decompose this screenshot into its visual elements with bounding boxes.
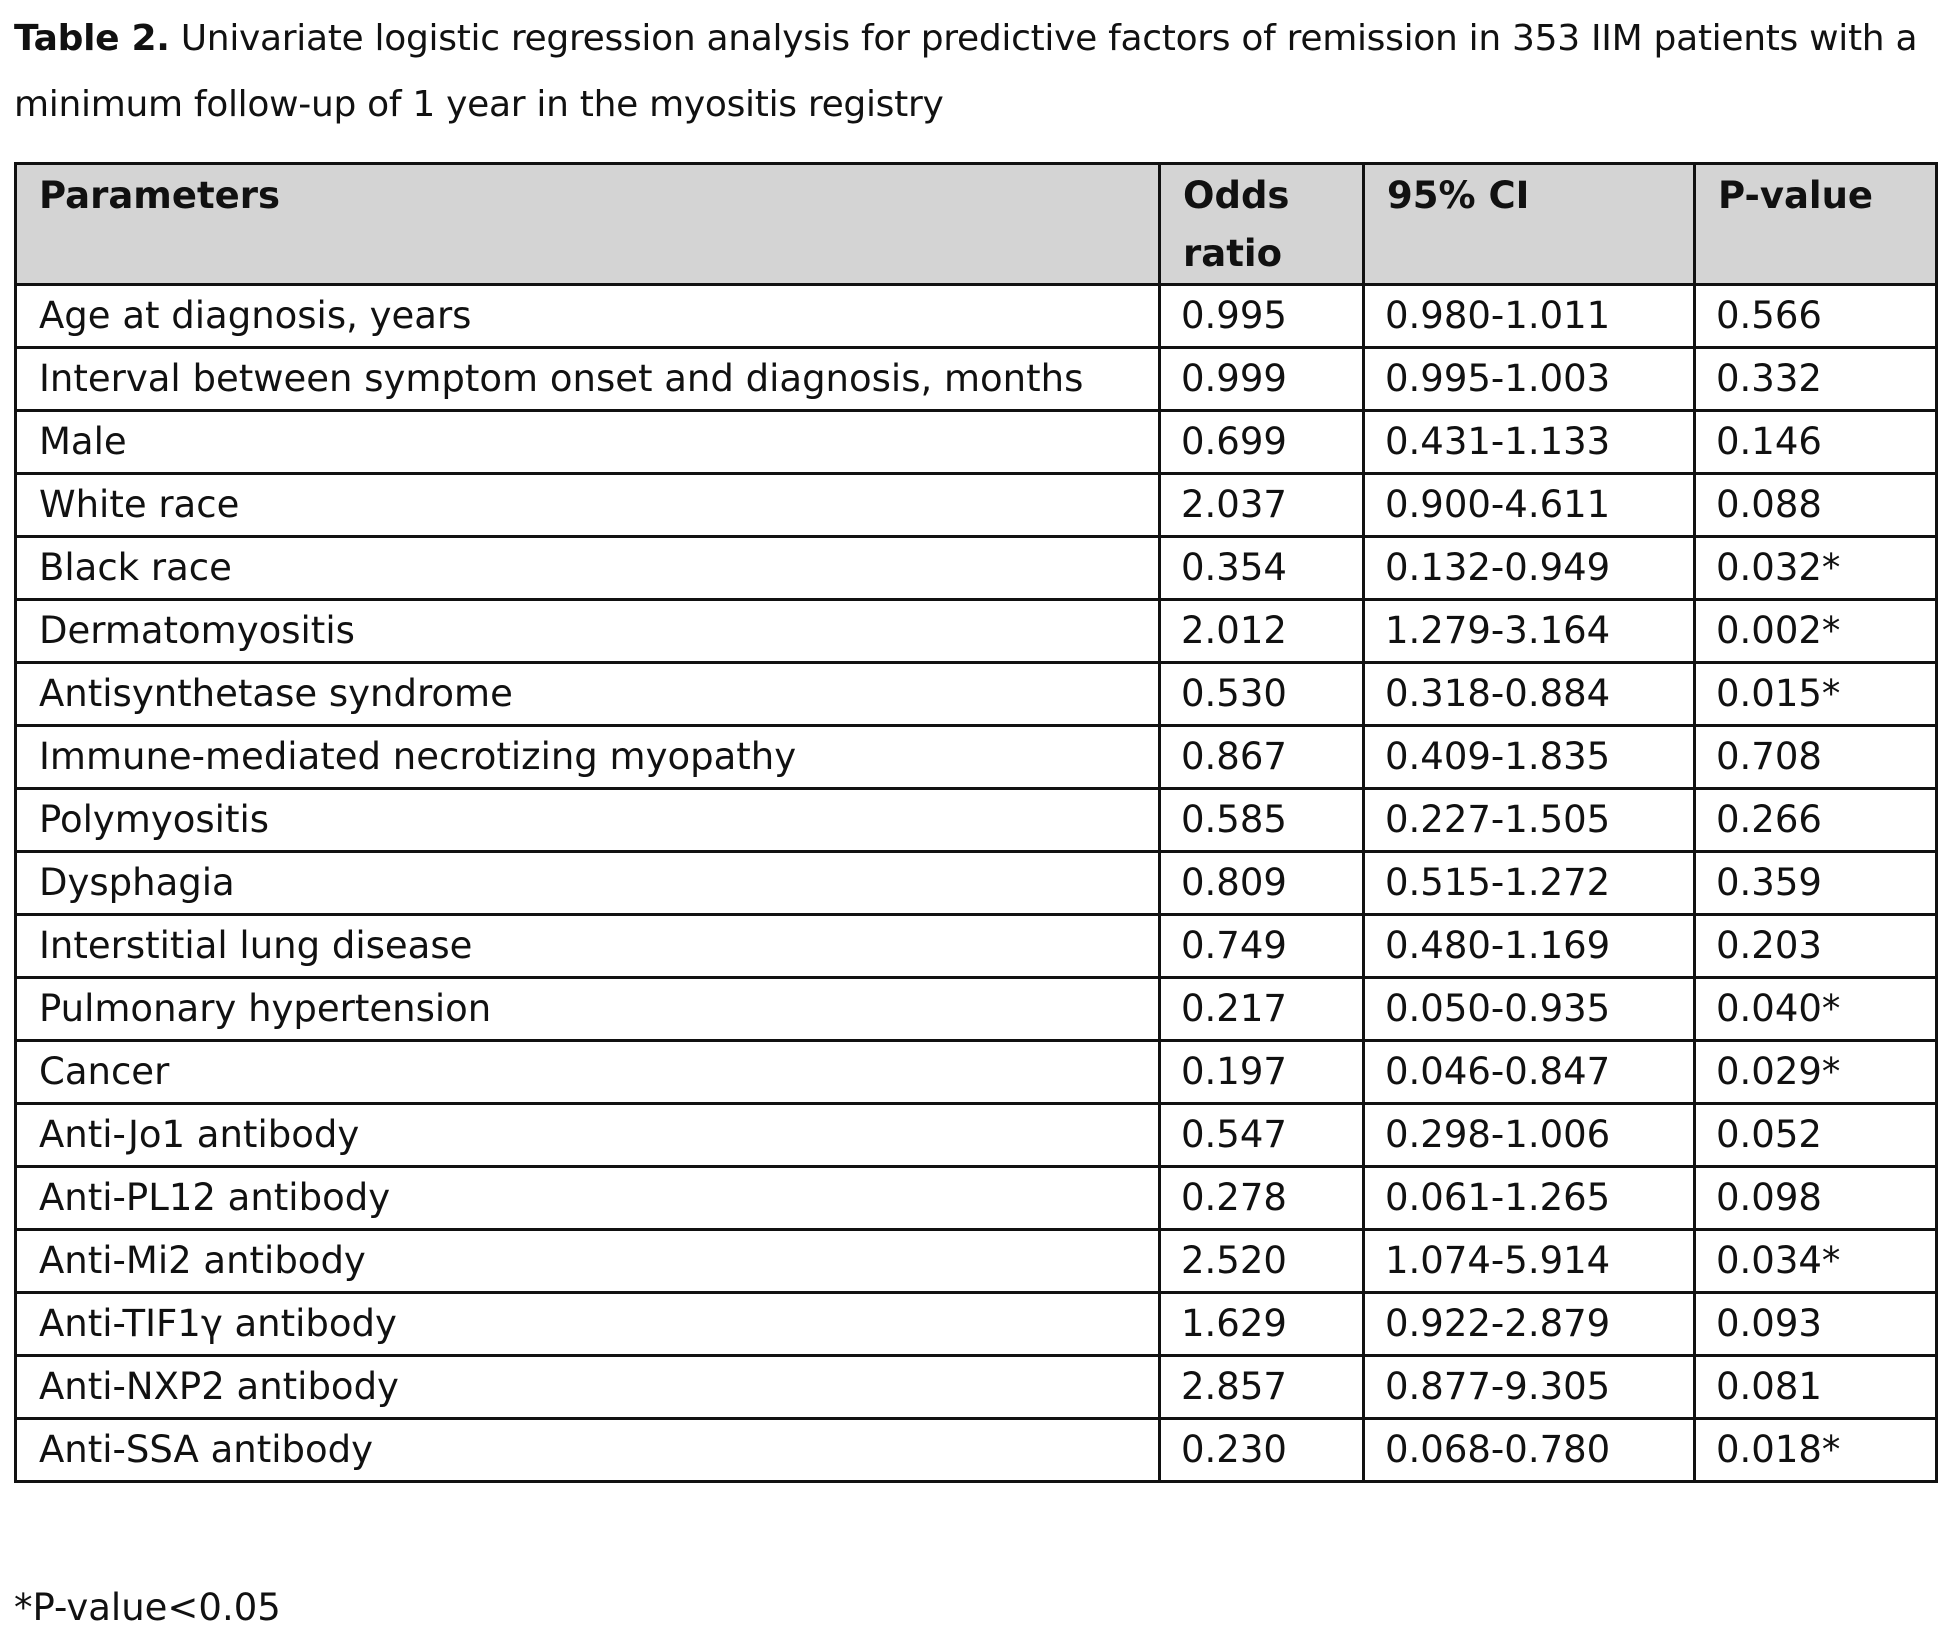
cell-p-value: 0.146 xyxy=(1695,411,1937,474)
cell-odds-ratio: 0.699 xyxy=(1160,411,1364,474)
header-parameters: Parameters xyxy=(16,164,1160,285)
cell-parameter: Dysphagia xyxy=(16,852,1160,915)
cell-ci: 0.318-0.884 xyxy=(1364,663,1695,726)
caption-label: Table 2. xyxy=(14,18,170,59)
table-row xyxy=(16,600,1937,663)
table-row xyxy=(16,285,1937,348)
table-row xyxy=(16,1419,1937,1482)
table-row xyxy=(16,348,1937,411)
cell-p-value: 0.098 xyxy=(1695,1167,1937,1230)
cell-odds-ratio: 2.857 xyxy=(1160,1356,1364,1419)
cell-p-value: 0.081 xyxy=(1695,1356,1937,1419)
cell-p-value: 0.018* xyxy=(1695,1419,1937,1482)
cell-p-value: 0.040* xyxy=(1695,978,1937,1041)
cell-odds-ratio: 0.547 xyxy=(1160,1104,1364,1167)
header-odds-ratio: Odds ratio xyxy=(1160,164,1364,285)
table-row xyxy=(16,474,1937,537)
cell-odds-ratio: 0.999 xyxy=(1160,348,1364,411)
cell-odds-ratio: 2.012 xyxy=(1160,600,1364,663)
table-row xyxy=(16,411,1937,474)
cell-ci: 0.132-0.949 xyxy=(1364,537,1695,600)
table-row xyxy=(16,1104,1937,1167)
cell-ci: 0.409-1.835 xyxy=(1364,726,1695,789)
cell-p-value: 0.002* xyxy=(1695,600,1937,663)
cell-ci: 0.995-1.003 xyxy=(1364,348,1695,411)
table-body xyxy=(16,285,1937,1482)
cell-odds-ratio: 0.867 xyxy=(1160,726,1364,789)
regression-table xyxy=(14,162,1938,1483)
table-row xyxy=(16,1041,1937,1104)
cell-odds-ratio: 0.230 xyxy=(1160,1419,1364,1482)
cell-ci: 1.279-3.164 xyxy=(1364,600,1695,663)
cell-ci: 0.431-1.133 xyxy=(1364,411,1695,474)
cell-p-value: 0.015* xyxy=(1695,663,1937,726)
cell-ci: 0.922-2.879 xyxy=(1364,1293,1695,1356)
cell-p-value: 0.708 xyxy=(1695,726,1937,789)
cell-odds-ratio: 0.217 xyxy=(1160,978,1364,1041)
cell-ci: 1.074-5.914 xyxy=(1364,1230,1695,1293)
cell-parameter: Dermatomyositis xyxy=(16,600,1160,663)
table-row xyxy=(16,726,1937,789)
cell-parameter: Anti-NXP2 antibody xyxy=(16,1356,1160,1419)
cell-odds-ratio: 0.197 xyxy=(1160,1041,1364,1104)
table-row xyxy=(16,537,1937,600)
cell-odds-ratio: 1.629 xyxy=(1160,1293,1364,1356)
table-row xyxy=(16,915,1937,978)
cell-parameter: Male xyxy=(16,411,1160,474)
header-p-value: P-value xyxy=(1695,164,1937,285)
cell-odds-ratio: 0.995 xyxy=(1160,285,1364,348)
cell-parameter: Anti-PL12 antibody xyxy=(16,1167,1160,1230)
cell-parameter: Age at diagnosis, years xyxy=(16,285,1160,348)
cell-ci: 0.515-1.272 xyxy=(1364,852,1695,915)
caption-text: Univariate logistic regression analysis for predictive factors of remission in 353 IIM patients with a minimum follow-up of 1 year in the myositis registry xyxy=(14,18,1918,125)
cell-parameter: Immune-mediated necrotizing myopathy xyxy=(16,726,1160,789)
cell-ci: 0.877-9.305 xyxy=(1364,1356,1695,1419)
cell-ci: 0.227-1.505 xyxy=(1364,789,1695,852)
cell-ci: 0.068-0.780 xyxy=(1364,1419,1695,1482)
table-row xyxy=(16,978,1937,1041)
cell-odds-ratio: 0.530 xyxy=(1160,663,1364,726)
table-caption xyxy=(14,6,1939,138)
cell-ci: 0.046-0.847 xyxy=(1364,1041,1695,1104)
cell-p-value: 0.203 xyxy=(1695,915,1937,978)
table-row xyxy=(16,663,1937,726)
table-row xyxy=(16,1293,1937,1356)
cell-ci: 0.980-1.011 xyxy=(1364,285,1695,348)
cell-odds-ratio: 0.278 xyxy=(1160,1167,1364,1230)
cell-p-value: 0.032* xyxy=(1695,537,1937,600)
cell-ci: 0.050-0.935 xyxy=(1364,978,1695,1041)
cell-odds-ratio: 2.037 xyxy=(1160,474,1364,537)
cell-p-value: 0.034* xyxy=(1695,1230,1937,1293)
header-ci: 95% CI xyxy=(1364,164,1695,285)
cell-parameter: Anti-Mi2 antibody xyxy=(16,1230,1160,1293)
cell-parameter: Anti-Jo1 antibody xyxy=(16,1104,1160,1167)
cell-odds-ratio: 2.520 xyxy=(1160,1230,1364,1293)
table-row xyxy=(16,1356,1937,1419)
cell-parameter: Antisynthetase syndrome xyxy=(16,663,1160,726)
cell-p-value: 0.566 xyxy=(1695,285,1937,348)
table-row xyxy=(16,1230,1937,1293)
cell-ci: 0.480-1.169 xyxy=(1364,915,1695,978)
table-row xyxy=(16,789,1937,852)
table-row xyxy=(16,852,1937,915)
cell-ci: 0.061-1.265 xyxy=(1364,1167,1695,1230)
cell-p-value: 0.052 xyxy=(1695,1104,1937,1167)
cell-p-value: 0.332 xyxy=(1695,348,1937,411)
cell-p-value: 0.088 xyxy=(1695,474,1937,537)
table-row xyxy=(16,1167,1937,1230)
cell-p-value: 0.093 xyxy=(1695,1293,1937,1356)
cell-parameter: Black race xyxy=(16,537,1160,600)
cell-parameter: White race xyxy=(16,474,1160,537)
cell-odds-ratio: 0.585 xyxy=(1160,789,1364,852)
cell-p-value: 0.029* xyxy=(1695,1041,1937,1104)
footnote: *P-value<0.05 xyxy=(14,1586,281,1629)
cell-parameter: Anti-TIF1γ antibody xyxy=(16,1293,1160,1356)
cell-odds-ratio: 0.749 xyxy=(1160,915,1364,978)
cell-odds-ratio: 0.354 xyxy=(1160,537,1364,600)
cell-odds-ratio: 0.809 xyxy=(1160,852,1364,915)
cell-ci: 0.900-4.611 xyxy=(1364,474,1695,537)
cell-parameter: Interstitial lung disease xyxy=(16,915,1160,978)
cell-parameter: Interval between symptom onset and diagnosis, months xyxy=(16,348,1160,411)
header-row xyxy=(16,164,1937,285)
cell-parameter: Cancer xyxy=(16,1041,1160,1104)
cell-parameter: Pulmonary hypertension xyxy=(16,978,1160,1041)
cell-parameter: Anti-SSA antibody xyxy=(16,1419,1160,1482)
cell-ci: 0.298-1.006 xyxy=(1364,1104,1695,1167)
cell-parameter: Polymyositis xyxy=(16,789,1160,852)
cell-p-value: 0.359 xyxy=(1695,852,1937,915)
cell-p-value: 0.266 xyxy=(1695,789,1937,852)
